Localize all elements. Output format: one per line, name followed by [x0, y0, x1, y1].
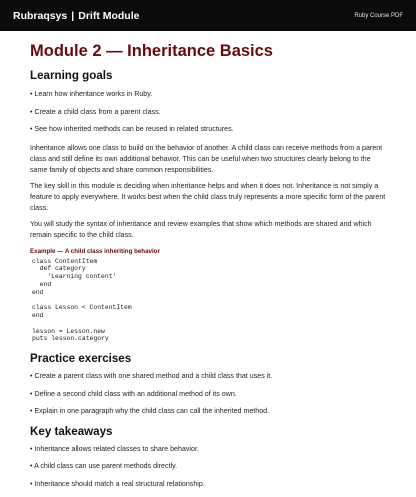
list-item: • Create a parent class with one shared method and a child class that uses it. — [30, 372, 273, 381]
list-item: • Learn how inheritance works in Ruby. — [30, 90, 153, 98]
practice-heading: Practice exercises — [30, 352, 132, 366]
header-bar — [0, 0, 416, 31]
list-item: • Inheritance allows related classes to share behavior. — [30, 444, 199, 453]
paragraph: You will study the syntax of inheritance and review examples that show which methods are shared and which remain specific to the child class. — [30, 219, 372, 239]
code-block: class ContentItem def category 'Learning content' end end class Lesson < ContentItem end lesson = Lesson.new puts lesson.category — [32, 257, 132, 343]
list-item: • Inheritance should match a real structural relationship. — [30, 479, 205, 488]
practice-list — [30, 372, 386, 416]
list-item: • Explain in one paragraph why the child class can call the inherited method. — [30, 407, 270, 416]
learning-goals-list — [30, 90, 386, 134]
paragraph: The key skill in this module is deciding when inheritance helps and when it does not. Inheritance is not simply a feature to apply everywhere. It works best when the child class truly represents a more specific form of the parent class. — [30, 181, 386, 212]
list-item: • A child class can use parent methods directly. — [30, 462, 178, 471]
list-item: • See how inherited methods can be reused in related structures. — [30, 125, 234, 133]
document-type-label: Ruby Course PDF — [354, 12, 403, 19]
module-name: Drift Module — [78, 9, 140, 22]
learning-goals-heading: Learning goals — [30, 69, 113, 82]
list-item: • Define a second child class with an additional method of its own. — [30, 389, 237, 398]
list-item: • Create a child class from a parent class. — [30, 107, 161, 116]
brand-name: Rubraqsys — [13, 9, 68, 22]
page-title: Module 2 — Inheritance Basics — [30, 42, 273, 60]
brand-separator: | — [71, 9, 75, 22]
paragraph: Inheritance allows one class to build on the behavior of another. A child class can receive methods from a parent class and still define its own additional behavior. This can be useful when two structures clearly belong to the same family of objects and share common responsibilities. — [30, 143, 383, 174]
page-content — [30, 41, 386, 497]
takeaways-heading: Key takeaways — [30, 424, 113, 438]
takeaways-list — [30, 445, 386, 489]
brand-title — [13, 10, 139, 22]
example-label: Example — A child class inheriting behavior — [30, 247, 160, 255]
